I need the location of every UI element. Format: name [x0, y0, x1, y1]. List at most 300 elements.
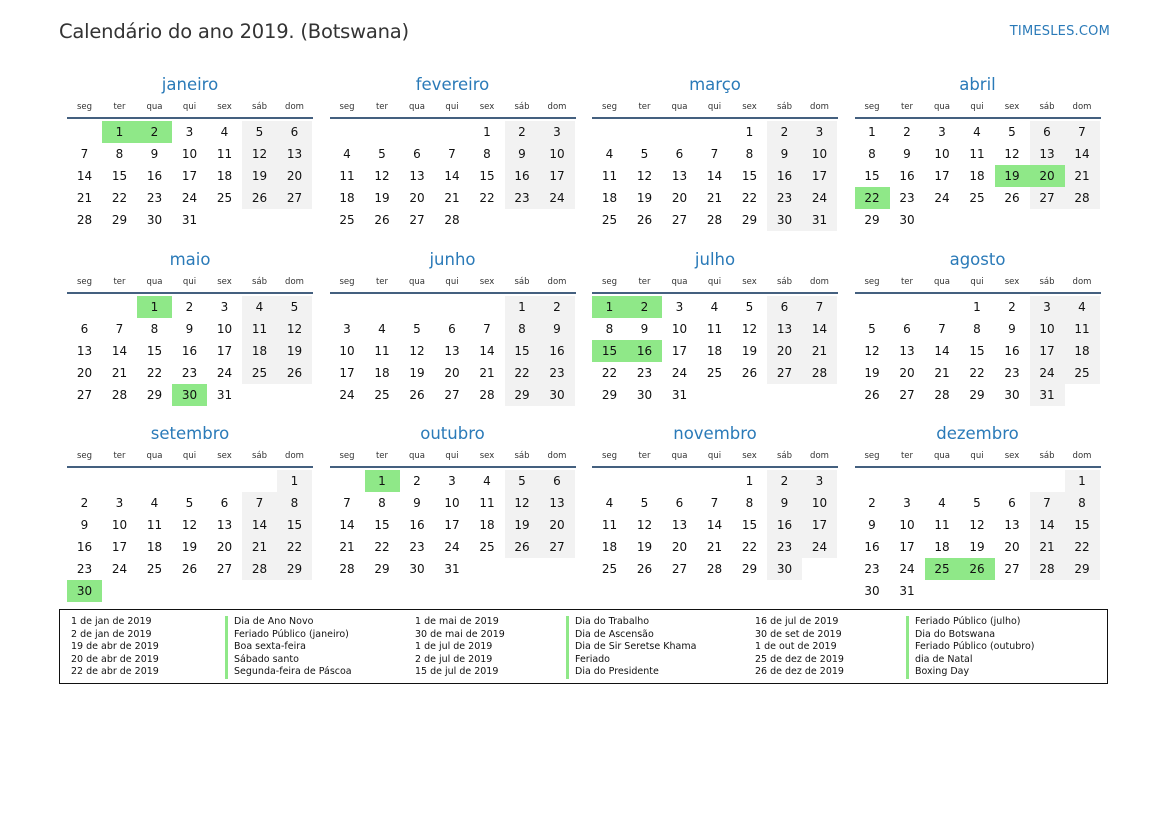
- weekday-label: ter: [900, 276, 914, 287]
- day-cell: 27: [1030, 187, 1065, 209]
- day-cell: 6: [1008, 496, 1016, 510]
- weekday-header: [855, 446, 1101, 468]
- holiday-date: 19 de abr de 2019: [71, 641, 159, 653]
- empty-cell: [67, 121, 102, 143]
- day-cell: 22: [741, 540, 758, 554]
- day-cell: 9: [413, 496, 421, 510]
- day-cell: 12: [969, 518, 985, 532]
- day-cell: 16: [767, 514, 802, 536]
- day-cell: 21: [339, 540, 355, 554]
- weekday-label: sáb: [514, 102, 530, 112]
- weekday-label: sáb: [776, 102, 793, 112]
- weekday-label: qui: [970, 276, 984, 287]
- weekday-label: dom: [810, 102, 829, 112]
- day-cell: 9: [640, 321, 649, 336]
- day-cell: 17: [802, 165, 837, 187]
- month-name: setembro: [150, 424, 230, 443]
- day-cell: 15: [374, 518, 390, 532]
- day-cell: 30: [899, 213, 915, 227]
- day-cell: 27: [76, 387, 93, 402]
- day-cell: 28: [706, 213, 723, 227]
- day-cell: 9: [80, 518, 89, 532]
- day-cell: 1: [973, 299, 981, 314]
- day-cell: 7: [80, 147, 89, 161]
- empty-cell: [592, 121, 627, 143]
- day-cell: 28: [802, 362, 837, 384]
- day-cell: 1: [1065, 470, 1100, 492]
- weekday-label: sex: [479, 102, 495, 112]
- day-cell: 2: [505, 121, 540, 143]
- day-cell: 11: [146, 518, 163, 532]
- day-cell: 14: [802, 318, 837, 340]
- day-cell: 31: [181, 213, 198, 227]
- day-cell: 19: [969, 540, 985, 554]
- weekday-label: ter: [638, 102, 651, 112]
- day-cell: 21: [111, 365, 128, 380]
- month-março: [592, 73, 838, 248]
- day-cell: 29: [969, 387, 985, 402]
- day-cell: 23: [899, 191, 915, 205]
- day-cell: 21: [934, 365, 950, 380]
- site-link[interactable]: TIMESLES.COM: [1009, 24, 1110, 39]
- weekday-label: qua: [409, 451, 425, 461]
- day-cell: 5: [973, 496, 981, 510]
- day-cell: 28: [339, 562, 355, 576]
- day-cell: 16: [505, 165, 540, 187]
- day-cell: 8: [277, 492, 312, 514]
- day-cell: 18: [146, 540, 163, 554]
- weekday-header: [67, 97, 313, 119]
- weekday-label: seg: [339, 451, 355, 461]
- holiday-day-cell: 26: [960, 558, 995, 580]
- day-cell: 15: [146, 343, 163, 358]
- day-cell: 14: [444, 169, 460, 183]
- day-cell: 2: [767, 470, 802, 492]
- day-cell: 6: [277, 121, 312, 143]
- day-cell: 13: [767, 318, 802, 340]
- weekday-label: qua: [671, 102, 688, 112]
- day-cell: 19: [277, 340, 312, 362]
- day-cell: 12: [242, 143, 277, 165]
- weekday-label: seg: [339, 102, 355, 112]
- day-cell: 14: [479, 343, 495, 358]
- day-cell: 12: [636, 169, 653, 183]
- day-cell: 17: [181, 169, 198, 183]
- day-cell: 19: [864, 365, 880, 380]
- weekday-label: sex: [742, 276, 757, 287]
- weekday-label: seg: [864, 276, 880, 287]
- weekday-label: qui: [182, 102, 197, 112]
- day-cell: 23: [540, 362, 575, 384]
- day-cell: 11: [601, 518, 618, 532]
- weekday-header: [330, 446, 576, 468]
- day-cell: 3: [1030, 296, 1065, 318]
- day-cell: 5: [242, 121, 277, 143]
- day-cell: 28: [479, 387, 495, 402]
- day-cell: 16: [409, 518, 425, 532]
- day-cell: 13: [671, 518, 688, 532]
- day-cell: 28: [76, 213, 93, 227]
- day-cell: 13: [671, 169, 688, 183]
- day-cell: 10: [540, 143, 575, 165]
- day-cell: 29: [1065, 558, 1100, 580]
- day-cell: 10: [899, 518, 915, 532]
- day-cell: 25: [601, 562, 618, 576]
- day-cell: 17: [934, 169, 950, 183]
- day-cell: 3: [343, 321, 351, 336]
- day-cell: 26: [1004, 191, 1020, 205]
- day-cell: 21: [76, 191, 93, 205]
- day-cell: 20: [1004, 540, 1020, 554]
- day-cell: 30: [146, 213, 163, 227]
- day-cell: 23: [767, 536, 802, 558]
- weekday-label: seg: [76, 276, 93, 287]
- day-cell: 17: [899, 540, 915, 554]
- empty-cell: [662, 121, 697, 143]
- empty-cell: [67, 296, 102, 318]
- day-grid: [592, 121, 838, 231]
- day-cell: 2: [185, 299, 194, 314]
- weekday-label: seg: [76, 102, 93, 112]
- weekday-header: [855, 272, 1101, 294]
- day-cell: 5: [745, 299, 754, 314]
- day-cell: 5: [640, 496, 649, 510]
- day-cell: 8: [973, 321, 981, 336]
- day-cell: 7: [343, 496, 351, 510]
- day-cell: 15: [505, 340, 540, 362]
- weekday-header: [330, 272, 576, 294]
- day-cell: 6: [1030, 121, 1065, 143]
- weekday-label: dom: [285, 451, 304, 461]
- holiday-names-column: [566, 616, 696, 679]
- day-cell: 5: [378, 147, 386, 161]
- weekday-label: ter: [900, 102, 914, 112]
- day-cell: 12: [505, 492, 540, 514]
- day-cell: 10: [1030, 318, 1065, 340]
- day-grid: [855, 121, 1101, 231]
- day-cell: 20: [671, 191, 688, 205]
- day-cell: 4: [710, 299, 719, 314]
- day-cell: 9: [185, 321, 194, 336]
- holiday-name: Dia de Sir Seretse Khama: [566, 641, 696, 654]
- day-cell: 29: [111, 213, 128, 227]
- day-cell: 1: [868, 125, 876, 139]
- month-name: dezembro: [936, 424, 1019, 443]
- day-cell: 24: [216, 365, 233, 380]
- day-cell: 14: [111, 343, 128, 358]
- day-cell: 21: [706, 540, 723, 554]
- day-cell: 3: [802, 470, 837, 492]
- weekday-label: qua: [934, 276, 950, 287]
- day-cell: 13: [540, 492, 575, 514]
- weekday-label: sex: [1004, 102, 1020, 112]
- day-cell: 2: [413, 474, 421, 488]
- day-cell: 10: [802, 143, 837, 165]
- day-cell: 19: [374, 191, 390, 205]
- weekday-header: [592, 446, 838, 468]
- holiday-date: 26 de dez de 2019: [755, 666, 844, 678]
- day-cell: 8: [378, 496, 386, 510]
- holiday-day-cell: 2: [137, 121, 172, 143]
- holiday-name: Feriado Público (outubro): [906, 641, 1035, 654]
- day-cell: 1: [745, 125, 754, 139]
- day-cell: 4: [150, 496, 159, 510]
- weekday-label: dom: [285, 102, 304, 112]
- day-cell: 3: [448, 474, 456, 488]
- holiday-name: Dia do Trabalho: [566, 616, 696, 629]
- day-cell: 16: [864, 540, 880, 554]
- day-cell: 25: [969, 191, 985, 205]
- day-cell: 25: [706, 365, 723, 380]
- day-cell: 6: [767, 296, 802, 318]
- day-cell: 4: [605, 147, 614, 161]
- day-cell: 14: [339, 518, 355, 532]
- day-cell: 8: [605, 321, 614, 336]
- empty-cell: [435, 121, 470, 143]
- day-cell: 31: [671, 387, 688, 402]
- month-name: maio: [169, 249, 211, 269]
- day-cell: 1: [745, 474, 754, 488]
- months-grid: [67, 73, 1107, 597]
- day-cell: 13: [409, 169, 425, 183]
- month-name: junho: [429, 249, 476, 269]
- weekday-label: qui: [445, 276, 459, 287]
- day-cell: 10: [444, 496, 460, 510]
- day-cell: 23: [767, 187, 802, 209]
- empty-cell: [102, 296, 137, 318]
- day-cell: 6: [675, 496, 684, 510]
- day-cell: 7: [448, 147, 456, 161]
- weekday-label: seg: [339, 276, 355, 287]
- day-cell: 20: [277, 165, 312, 187]
- holiday-name: Segunda-feira de Páscoa: [225, 666, 352, 679]
- empty-cell: [365, 296, 400, 318]
- month-maio: [67, 248, 313, 423]
- day-cell: 25: [1065, 362, 1100, 384]
- day-cell: 5: [185, 496, 194, 510]
- day-cell: 5: [1008, 125, 1016, 139]
- day-cell: 11: [1065, 318, 1100, 340]
- day-cell: 24: [934, 191, 950, 205]
- day-cell: 9: [767, 492, 802, 514]
- page-title: Calendário do ano 2019. (Botswana): [59, 20, 409, 43]
- day-cell: 6: [675, 147, 684, 161]
- holiday-day-cell: 22: [855, 187, 890, 209]
- day-cell: 18: [601, 540, 618, 554]
- day-cell: 22: [741, 191, 758, 205]
- holiday-date: 16 de jul de 2019: [755, 616, 839, 627]
- day-cell: 6: [903, 321, 911, 336]
- day-cell: 14: [706, 169, 723, 183]
- day-cell: 12: [277, 318, 312, 340]
- empty-cell: [855, 470, 890, 492]
- month-junho: [330, 248, 576, 423]
- weekday-label: qua: [146, 102, 163, 112]
- day-cell: 22: [146, 365, 163, 380]
- day-cell: 2: [80, 496, 89, 510]
- day-cell: 27: [277, 187, 312, 209]
- day-cell: 24: [1030, 362, 1065, 384]
- day-cell: 3: [185, 125, 194, 139]
- day-cell: 18: [601, 191, 618, 205]
- day-cell: 7: [1030, 492, 1065, 514]
- holiday-name: Sábado santo: [225, 654, 352, 667]
- day-cell: 9: [868, 518, 876, 532]
- holiday-date: 1 de mai de 2019: [415, 616, 499, 627]
- holiday-name: Feriado: [566, 654, 696, 667]
- day-cell: 4: [1065, 296, 1100, 318]
- day-grid: [67, 470, 313, 602]
- day-cell: 7: [710, 496, 719, 510]
- weekday-label: qua: [671, 276, 688, 287]
- day-cell: 11: [479, 496, 495, 510]
- day-cell: 30: [636, 387, 653, 402]
- day-cell: 15: [277, 514, 312, 536]
- day-cell: 27: [216, 562, 233, 576]
- day-cell: 22: [1065, 536, 1100, 558]
- weekday-label: sex: [742, 451, 757, 461]
- day-cell: 7: [483, 321, 491, 336]
- day-cell: 2: [903, 125, 911, 139]
- empty-cell: [242, 470, 277, 492]
- holiday-date: 15 de jul de 2019: [415, 666, 499, 678]
- holiday-date: 1 de jan de 2019: [71, 616, 152, 627]
- day-cell: 6: [80, 321, 89, 336]
- empty-cell: [925, 296, 960, 318]
- day-cell: 14: [1030, 514, 1065, 536]
- day-cell: 17: [540, 165, 575, 187]
- day-cell: 14: [1065, 143, 1100, 165]
- weekday-label: sex: [479, 451, 495, 461]
- holiday-day-cell: 15: [592, 340, 627, 362]
- day-cell: 3: [938, 125, 946, 139]
- day-cell: 7: [115, 321, 124, 336]
- holiday-date: 2 de jul de 2019: [415, 653, 493, 665]
- day-cell: 27: [409, 213, 425, 227]
- day-cell: 30: [767, 558, 802, 580]
- holiday-dates-column: [415, 616, 505, 679]
- holiday-date: 1 de jul de 2019: [415, 641, 493, 653]
- day-cell: 27: [671, 213, 688, 227]
- day-cell: 8: [150, 321, 159, 336]
- day-cell: 20: [671, 540, 688, 554]
- weekday-label: qui: [970, 102, 984, 112]
- day-cell: 11: [601, 169, 618, 183]
- day-cell: 23: [1004, 365, 1020, 380]
- day-cell: 29: [146, 387, 163, 402]
- day-cell: 29: [741, 213, 758, 227]
- empty-cell: [960, 470, 995, 492]
- day-cell: 8: [483, 147, 491, 161]
- empty-cell: [697, 470, 732, 492]
- day-cell: 9: [150, 147, 159, 161]
- day-cell: 15: [741, 169, 758, 183]
- weekday-label: ter: [113, 102, 126, 112]
- day-cell: 27: [899, 387, 915, 402]
- day-cell: 4: [938, 496, 946, 510]
- day-cell: 24: [802, 187, 837, 209]
- weekday-label: qua: [934, 451, 950, 461]
- day-cell: 13: [216, 518, 233, 532]
- weekday-label: sáb: [776, 276, 793, 287]
- day-cell: 12: [409, 343, 425, 358]
- weekday-label: qui: [182, 276, 197, 287]
- weekday-header: [855, 97, 1101, 119]
- month-fevereiro: [330, 73, 576, 248]
- day-cell: 18: [374, 365, 390, 380]
- day-cell: 30: [1004, 387, 1020, 402]
- day-cell: 11: [374, 343, 390, 358]
- day-cell: 17: [802, 514, 837, 536]
- weekday-label: dom: [547, 102, 567, 112]
- day-cell: 25: [339, 213, 355, 227]
- day-cell: 12: [636, 518, 653, 532]
- day-cell: 27: [767, 362, 802, 384]
- day-grid: [855, 470, 1101, 602]
- day-cell: 19: [505, 514, 540, 536]
- empty-cell: [67, 470, 102, 492]
- day-cell: 19: [741, 343, 758, 358]
- holiday-day-cell: 30: [172, 384, 207, 406]
- weekday-label: qui: [970, 451, 984, 461]
- day-cell: 10: [339, 343, 355, 358]
- day-cell: 9: [767, 143, 802, 165]
- weekday-label: ter: [638, 276, 651, 287]
- holiday-day-cell: 30: [67, 580, 102, 602]
- month-name: agosto: [949, 249, 1006, 269]
- day-cell: 27: [1004, 562, 1020, 576]
- day-cell: 18: [969, 169, 985, 183]
- day-cell: 6: [220, 496, 229, 510]
- holiday-name: Feriado Público (janeiro): [225, 629, 352, 642]
- empty-cell: [102, 470, 137, 492]
- day-cell: 19: [636, 191, 653, 205]
- day-grid: [67, 296, 313, 406]
- day-cell: 31: [444, 562, 460, 576]
- day-cell: 5: [413, 321, 421, 336]
- day-cell: 4: [973, 125, 981, 139]
- day-cell: 21: [479, 365, 495, 380]
- holiday-day-cell: 25: [925, 558, 960, 580]
- day-cell: 9: [540, 318, 575, 340]
- weekday-label: qua: [409, 276, 425, 287]
- weekday-label: qui: [445, 451, 459, 461]
- day-cell: 26: [242, 187, 277, 209]
- weekday-label: ter: [113, 451, 126, 461]
- empty-cell: [925, 470, 960, 492]
- day-cell: 15: [111, 169, 128, 183]
- day-cell: 29: [277, 558, 312, 580]
- day-cell: 6: [448, 321, 456, 336]
- day-cell: 22: [505, 362, 540, 384]
- weekday-label: ter: [375, 276, 389, 287]
- day-cell: 11: [969, 147, 985, 161]
- day-cell: 7: [710, 147, 719, 161]
- day-cell: 29: [505, 384, 540, 406]
- weekday-label: qui: [707, 451, 722, 461]
- day-cell: 17: [339, 365, 355, 380]
- day-cell: 14: [76, 169, 93, 183]
- weekday-header: [330, 97, 576, 119]
- day-cell: 11: [706, 321, 723, 336]
- day-cell: 20: [76, 365, 93, 380]
- weekday-label: sáb: [776, 451, 793, 461]
- weekday-header: [67, 272, 313, 294]
- day-cell: 23: [181, 365, 198, 380]
- weekday-label: qui: [707, 102, 722, 112]
- day-cell: 24: [802, 536, 837, 558]
- weekday-label: sáb: [1039, 451, 1055, 461]
